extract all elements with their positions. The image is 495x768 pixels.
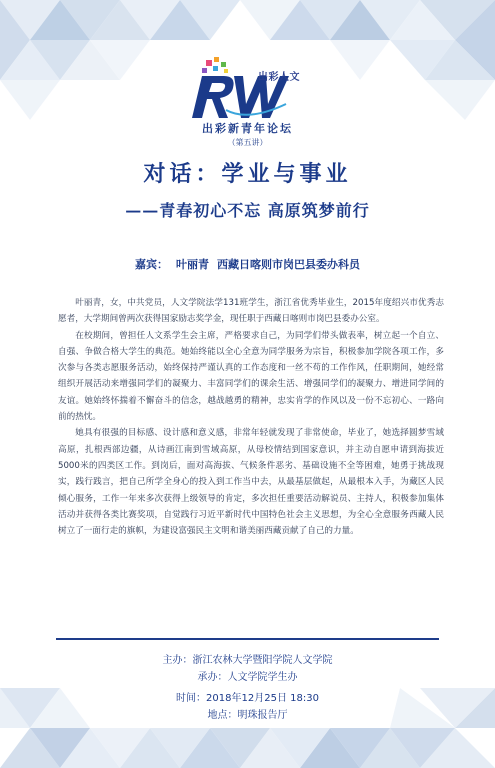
guest-label: 嘉宾：	[135, 258, 168, 271]
guest-line	[0, 256, 495, 272]
logo-label: 出彩人文	[258, 72, 300, 83]
bio-paragraph: 在校期间，曾担任人文系学生会主席，严格要求自己，为同学们带头做表率，树立起一个自立、自强、争做合格大学生的典范。她始终能以全心全意为同学服务为宗旨，积极参加学院各项工作，多次参与各类志愿服务活动，始终保持严谨认真的工作态度和一丝不苟的工作作风，任职期间，她经常组织开展活动来增强同学们的凝聚力、丰富同学们的课余生活、增强同学们的凝聚力、增进同学间的友谊。她始终怀揣着不懈奋斗的信念，越战越勇的精神，忠实肯学的作风以及一份不忘初心、一路向前的热忱。	[58, 330, 444, 423]
forum-session: （第五讲）	[227, 138, 268, 147]
footer-divider	[56, 638, 439, 640]
guest-name: 叶丽青	[176, 258, 209, 271]
guest-biography	[58, 295, 444, 539]
page-subtitle: ——青春初心不忘 高原筑梦前行	[125, 201, 370, 220]
forum-name: 出彩新青年论坛	[202, 122, 293, 135]
footer-organizer: 承办：人文学院学生办	[197, 672, 298, 683]
bio-paragraph: 叶丽青，女，中共党员，人文学院法学131班学生，浙江省优秀毕业生，2015年度绍兴市优秀志愿者，大学期间曾两次获得国家励志奖学金，现任职于西藏日喀则市岗巴县委办公室。	[58, 298, 444, 325]
guest-title: 西藏日喀则市岗巴县委办科员	[217, 258, 360, 271]
page-title: 对话：学业与事业	[143, 161, 352, 187]
bio-paragraph: 她具有很强的目标感、设计感和意义感，非常年轻就发现了非常使命，毕业了，她选择圆梦雪域高原，扎根西部边疆，从诗画江南到雪域高原，从母校情结到国家意识，并主动自愿申请到海拔近5000米的四类区工作。到岗后，面对高海拔、气候条件恶劣、基础设施不全等困难，她勇于挑战现实，践行践言，把自己所学全身心的投入到工作当中去，从最基层做起，从最根本入手，为藏区人民倾心服务，工作一年来多次获得上级领导的肯定，多次担任重要活动解说员、主持人，积极参加集体活动并获得各类比赛奖项，自觉践行习近平新时代中国特色社会主义思想，为全心全意服务西藏人民树立了一面行走的旗帜，为建设富强民主文明和谐美丽西藏贡献了自己的力量。	[58, 428, 444, 537]
rw-logo-icon	[186, 54, 306, 124]
footer-place: 地点：明珠报告厅	[207, 710, 288, 721]
footer-time: 时间：2018年12月25日 18:30	[176, 693, 319, 704]
footer-host: 主办：浙江农林大学暨阳学院人文学院	[162, 655, 333, 666]
